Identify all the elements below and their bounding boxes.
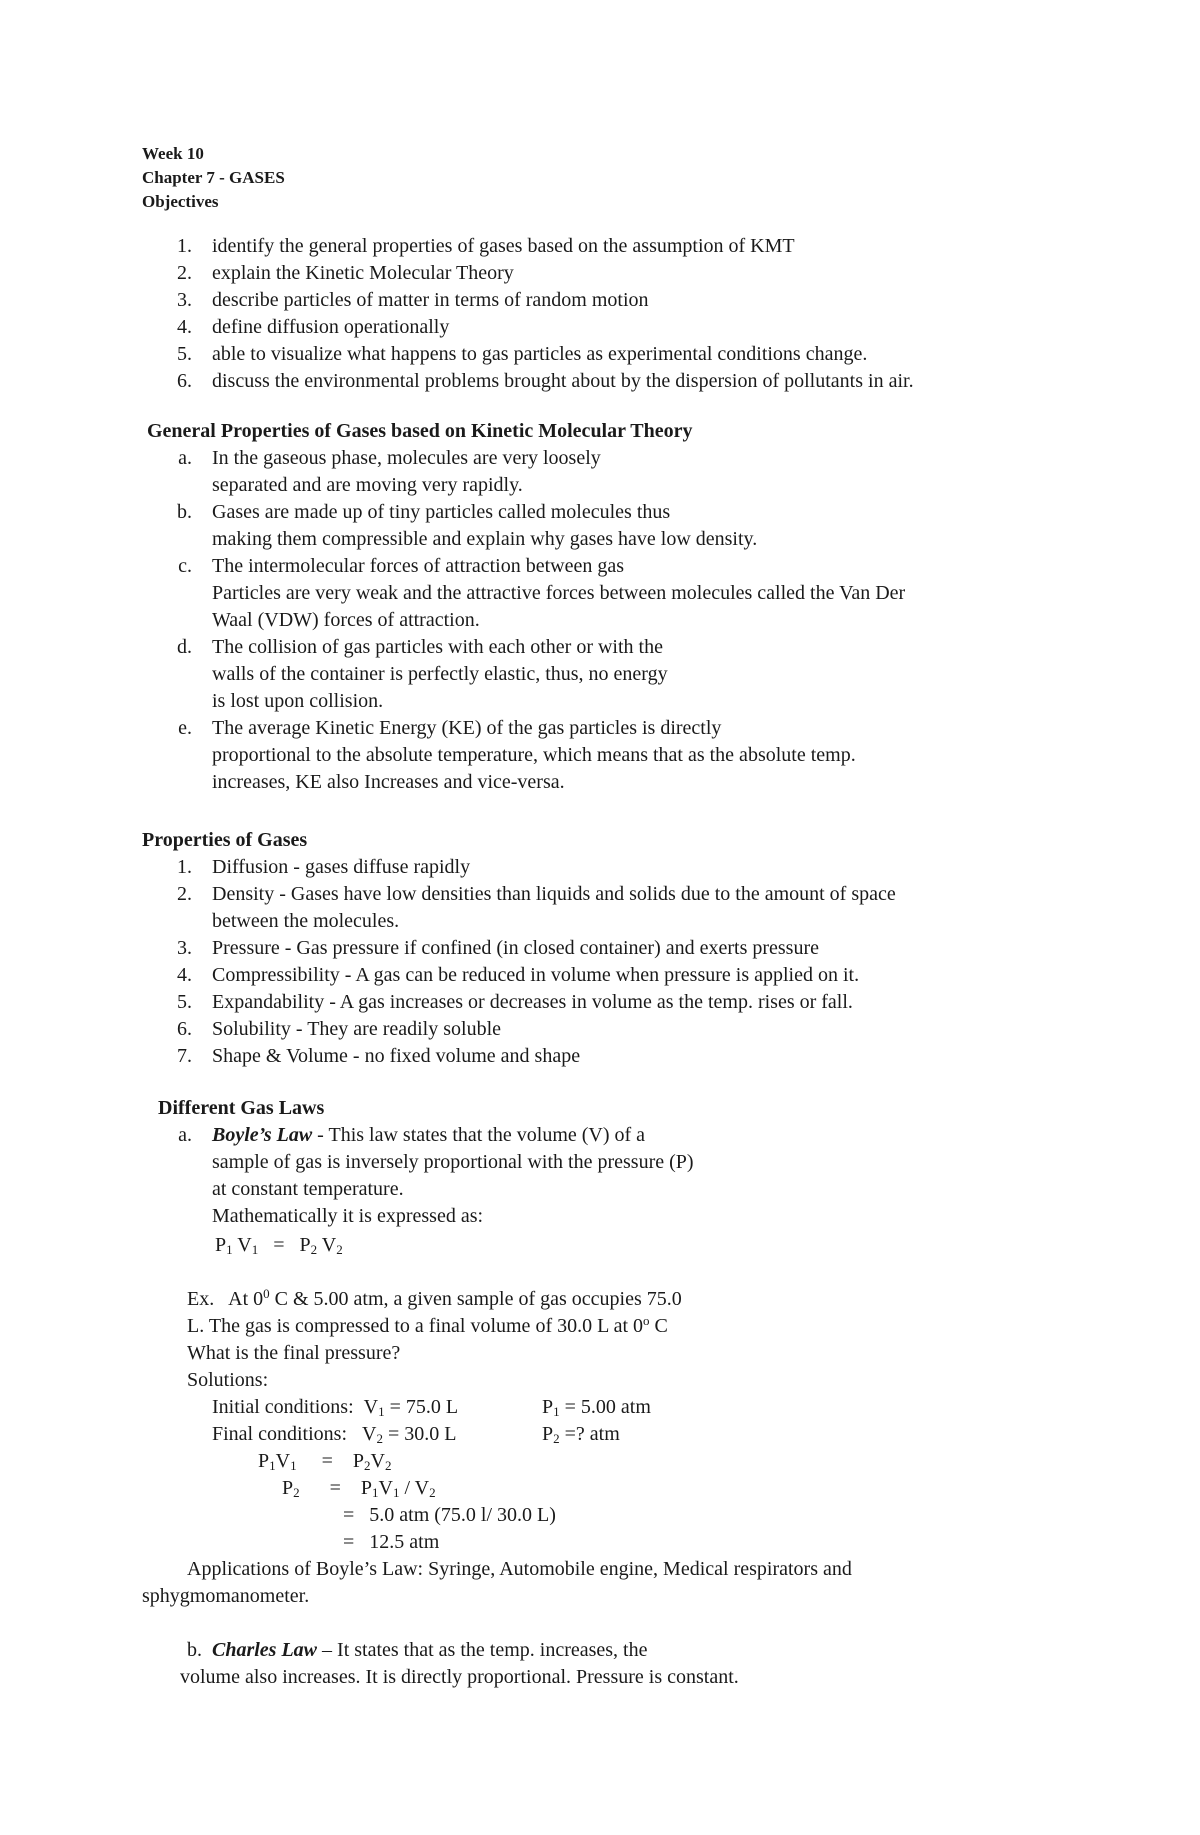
list-item: Compressibility - A gas can be reduced in volume when pressure is applied on it.: [212, 964, 860, 986]
list-marker: 1.: [177, 856, 192, 878]
charles-line-1: b. Charles Law – It states that as the temp. increases, the: [187, 1639, 648, 1661]
list-marker: d.: [177, 636, 192, 658]
list-item: separated and are moving very rapidly.: [212, 474, 523, 496]
list-item: between the molecules.: [212, 910, 400, 932]
list-item: In the gaseous phase, molecules are very loosely: [212, 447, 601, 469]
list-item: define diffusion operationally: [212, 316, 450, 338]
list-item: Solubility - They are readily soluble: [212, 1018, 502, 1040]
objectives-label: Objectives: [142, 192, 219, 211]
boyle-line: sample of gas is inversely proportional with the pressure (P): [212, 1151, 694, 1173]
step-1: $P_1V_1$ = $P_2V_2$: [258, 1450, 392, 1473]
list-marker: 3.: [177, 289, 192, 311]
list-marker: 5.: [177, 991, 192, 1013]
props-heading: Properties of Gases: [142, 829, 308, 851]
list-item: Pressure - Gas pressure if confined (in closed container) and exerts pressure: [212, 937, 820, 959]
boyle-line-1: Boyle’s Law - This law states that the volume (V) of a: [212, 1124, 646, 1146]
initial-conditions: Initial conditions: $V_1 = 75.0$ L: [212, 1396, 459, 1419]
list-item: Particles are very weak and the attractive forces between molecules called the Van Der: [212, 582, 906, 604]
list-item: Waal (VDW) forces of attraction.: [212, 609, 480, 631]
kmt-heading: General Properties of Gases based on Kinetic Molecular Theory: [147, 420, 693, 442]
list-item: Diffusion - gases diffuse rapidly: [212, 856, 471, 878]
list-item: is lost upon collision.: [212, 690, 384, 712]
list-item: increases, KE also Increases and vice-versa.: [212, 771, 565, 793]
list-item: discuss the environmental problems brought about by the dispersion of pollutants in air.: [212, 370, 914, 392]
step-3: = 5.0 atm (75.0 l/ 30.0 L): [343, 1504, 556, 1526]
list-item: explain the Kinetic Molecular Theory: [212, 262, 514, 284]
boyle-formula: $P_1$ $V_1$ = $P_2$ $V_2$: [215, 1234, 343, 1257]
list-marker: 6.: [177, 1018, 192, 1040]
example-line-2: L. The gas is compressed to a final volume of 30.0 L at 0$^o$ C: [187, 1313, 668, 1337]
boyle-law-name: Boyle’s Law: [212, 1124, 313, 1146]
list-marker: e.: [178, 717, 192, 739]
list-item: Gases are made up of tiny particles called molecules thus: [212, 501, 671, 523]
list-item: describe particles of matter in terms of random motion: [212, 289, 649, 311]
boyle-line: at constant temperature.: [212, 1178, 404, 1200]
charles-line-2: volume also increases. It is directly proportional. Pressure is constant.: [180, 1666, 739, 1688]
week-label: Week 10: [142, 144, 204, 163]
list-marker: c.: [178, 555, 192, 577]
list-marker: 5.: [177, 343, 192, 365]
list-marker: 1.: [177, 235, 192, 257]
example-line-1: Ex. At $0^0$ C & 5.00 atm, a given sample of gas occupies 75.0: [187, 1286, 682, 1310]
list-marker: a.: [178, 447, 192, 469]
list-item: proportional to the absolute temperature, which means that as the absolute temp.: [212, 744, 856, 766]
charles-law-name: Charles Law: [212, 1639, 318, 1661]
step-4: = 12.5 atm: [343, 1531, 440, 1553]
list-item: The intermolecular forces of attraction between gas: [212, 555, 625, 577]
list-marker: 3.: [177, 937, 192, 959]
chapter-title: Chapter 7 - GASES: [142, 168, 285, 187]
list-marker: b.: [177, 501, 192, 523]
list-item: able to visualize what happens to gas particles as experimental conditions change.: [212, 343, 868, 365]
final-conditions: Final conditions: $V_2 = 30.0$ L: [212, 1423, 457, 1446]
initial-pressure: $P_1 = 5.00$ atm: [542, 1396, 651, 1419]
list-item: Density - Gases have low densities than liquids and solids due to the amount of space: [212, 883, 896, 905]
final-pressure: $P_2$ =? atm: [542, 1423, 620, 1446]
list-item: Shape & Volume - no fixed volume and shape: [212, 1045, 581, 1067]
applications-line: sphygmomanometer.: [142, 1585, 310, 1607]
solutions-label: Solutions:: [187, 1369, 269, 1391]
laws-heading: Different Gas Laws: [158, 1097, 325, 1119]
list-item: making them compressible and explain why gases have low density.: [212, 528, 758, 550]
list-marker: 6.: [177, 370, 192, 392]
applications-line: Applications of Boyle’s Law: Syringe, Automobile engine, Medical respirators and: [187, 1558, 852, 1580]
list-marker: 2.: [177, 262, 192, 284]
example-question: What is the final pressure?: [187, 1342, 401, 1364]
list-item: walls of the container is perfectly elastic, thus, no energy: [212, 663, 668, 685]
list-marker: 4.: [177, 316, 192, 338]
list-marker: 4.: [177, 964, 192, 986]
boyle-line: Mathematically it is expressed as:: [212, 1205, 484, 1227]
list-item: The average Kinetic Energy (KE) of the gas particles is directly: [212, 717, 722, 739]
list-marker: 7.: [177, 1045, 192, 1067]
step-2: $P_2$ = $P_1V_1 / V_2$: [282, 1477, 436, 1500]
list-item: Expandability - A gas increases or decreases in volume as the temp. rises or fall.: [212, 991, 853, 1013]
list-marker: 2.: [177, 883, 192, 905]
list-item: The collision of gas particles with each other or with the: [212, 636, 663, 658]
list-marker: a.: [178, 1124, 192, 1146]
list-item: identify the general properties of gases based on the assumption of KMT: [212, 235, 795, 257]
